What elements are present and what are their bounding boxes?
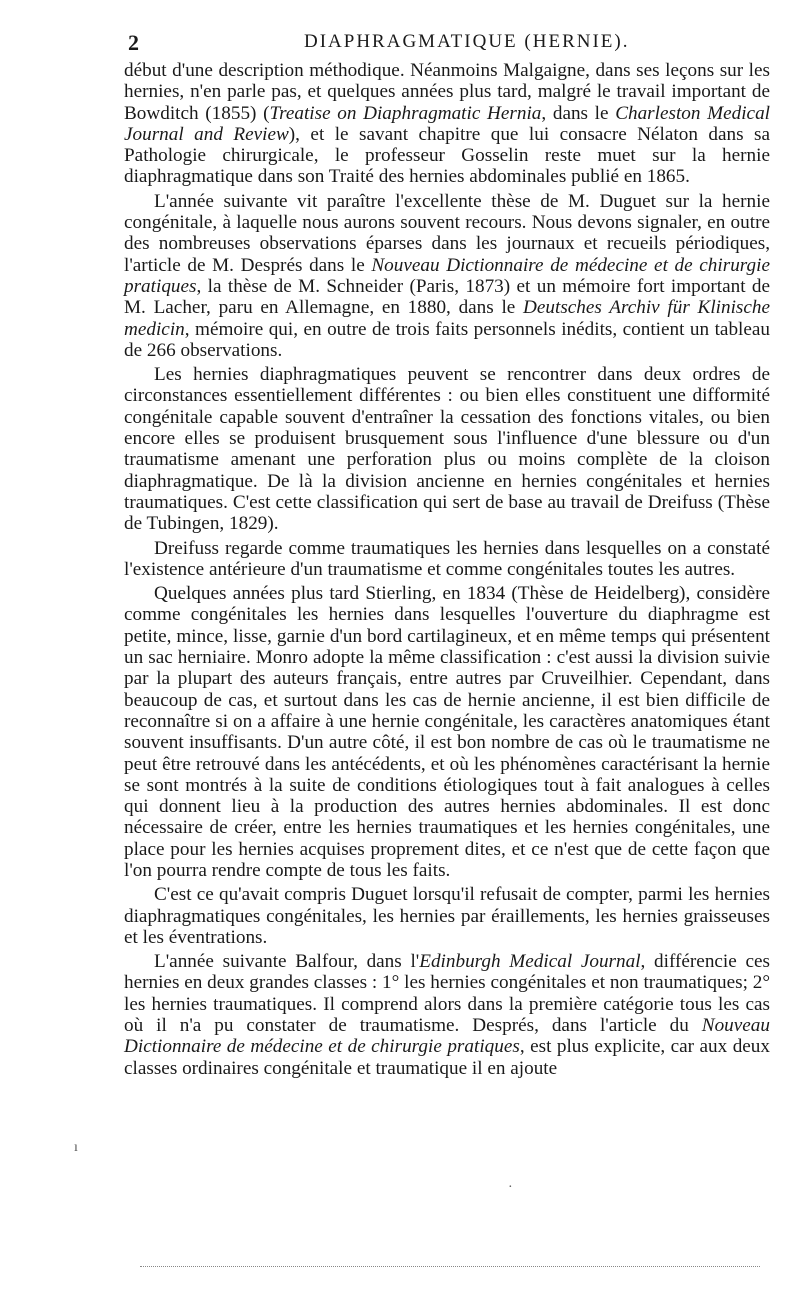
paragraph [124, 538, 770, 581]
paragraph [124, 191, 770, 361]
page-number: 2 [128, 30, 139, 55]
paragraph-text: L'année suivante Balfour, dans l' [154, 951, 420, 973]
italic-title-text: Edinburgh Medical Journal [419, 951, 641, 973]
paragraph-text: , différencie ces hernies en deux grandes classes : 1° les hernies congénitales et non traumatiques; 2° les hernies traumatiques. Il comprend alors dans la première catégorie tous les cas où il n'a pu constater de traumatisme. Després, dans l'article du [124, 951, 770, 1037]
paragraph-text: C'est ce qu'avait compris Duguet lorsqu'il refusait de compter, parmi les hernies diaphragmatiques congénitales, les hernies par éraillements, les hernies graisseuses et les éventrations. [124, 884, 770, 948]
italic-title-text: Nouveau Dictionnaire de médecine et de chirurgie pratiques [124, 1015, 770, 1058]
body-text [124, 60, 770, 1079]
paragraph-text: , dans le [541, 102, 616, 124]
paragraph-text: , la thèse de M. Schneider (Paris, 1873) et un mémoire fort important de M. Lacher, paru en Allemagne, en 1880, dans le [124, 275, 770, 319]
running-head [128, 30, 768, 60]
paragraph [124, 583, 770, 881]
paragraph [124, 364, 770, 534]
paragraph [124, 884, 770, 948]
paragraph-text: Les hernies diaphragmatiques peuvent se rencontrer dans deux ordres de circonstances essentiellement différentes : ou bien elles constituent une difformité congénitale capable souvent d'entraîner la cessation des fonctions vitales, ou bien encore elles se produisent brusquement sous l'influence d'une blessure ou d'un traumatisme amenant une perforation plus ou moins complète de la cloison diaphragmatique. De là la division ancienne en hernies congénitales et hernies traumatiques. C'est cette classification qui sert de base au travail de Dreifuss (Thèse de Tubingen, 1829). [124, 364, 770, 535]
italic-title-text: Treatise on Diaphragmatic Hernia [269, 102, 542, 124]
italic-title-text: Nouveau Dictionnaire de médecine et de chirurgie pratiques [124, 254, 770, 297]
italic-title-text: Deutsches Archiv für Klinische medicin [124, 297, 770, 340]
paragraph [124, 951, 770, 1079]
running-title: DIAPHRAGMATIQUE (HERNIE). [304, 31, 630, 52]
paragraph-text: ), et le savant chapitre que lui consacre Nélaton dans sa Pathologie chirurgicale, le professeur Gosselin reste muet sur la hernie diaphragmatique dans son Traité des hernies abdominales publié en 1865. [124, 123, 770, 188]
margin-mark: · [508, 1180, 513, 1195]
paragraph-text: début d'une description méthodique. Néanmoins Malgaigne, dans ses leçons sur les hernies, n'en parle pas, et quelques années plus tard, malgré le travail important de Bowditch (1855) ( [124, 60, 770, 124]
footer-rule [140, 1266, 760, 1269]
paragraph-text: , mémoire qui, en outre de trois faits personnels inédits, contient un tableau de 266 observations. [124, 318, 770, 361]
paragraph-text: Quelques années plus tard Stierling, en 1834 (Thèse de Heidelberg), considère comme congénitales les hernies dans lesquelles l'ouverture du diaphragme est petite, mince, lisse, garnie d'un bord cartilagineux, et en même temps qui présentent un sac herniaire. Monro adopte la même classification : c'est aussi la division suivie par la plupart des auteurs français, entre autres par Cruveilhier. Cependant, dans beaucoup de cas, et surtout dans les cas de hernie ancienne, il est bien difficile de reconnaître si on a affaire à une hernie congénitale, les caractères anatomiques étant souvent insuffisants. D'un autre côté, il est bon nombre de cas où le traumatisme ne peut être retrouvé dans les antécédents, et où les phénomènes caractérisant la hernie se sont montrés à la suite de conditions étiologiques tout à fait analogues à celles qui donnent lieu à la production des autres hernies abdominales. Il est donc nécessaire de créer, entre les hernies traumatiques et les hernies congénitales, une place pour les hernies acquises proprement dites, et ce n'est que de cette façon que l'on pourra rendre compte de tous les faits. [124, 583, 770, 881]
paragraph-text: Dreifuss regarde comme traumatiques les hernies dans lesquelles on a constaté l'existence antérieure d'un traumatisme et comme congénitales toutes les autres. [124, 537, 770, 580]
italic-title-text: Charleston Medical Journal and Review [124, 102, 770, 145]
margin-mark: ı [74, 1140, 78, 1155]
paragraph [124, 60, 770, 188]
paragraph-text: L'année suivante vit paraître l'excellente thèse de M. Duguet sur la hernie congénitale, à laquelle nous aurons souvent recours. Nous devons signaler, en outre des nombreuses observations éparses dans les journaux et recueils périodiques, l'article de M. Després dans le [124, 190, 770, 276]
paragraph-text: , est plus explicite, car aux deux classes ordinaires congénitale et traumatique il en ajoute [124, 1036, 770, 1079]
